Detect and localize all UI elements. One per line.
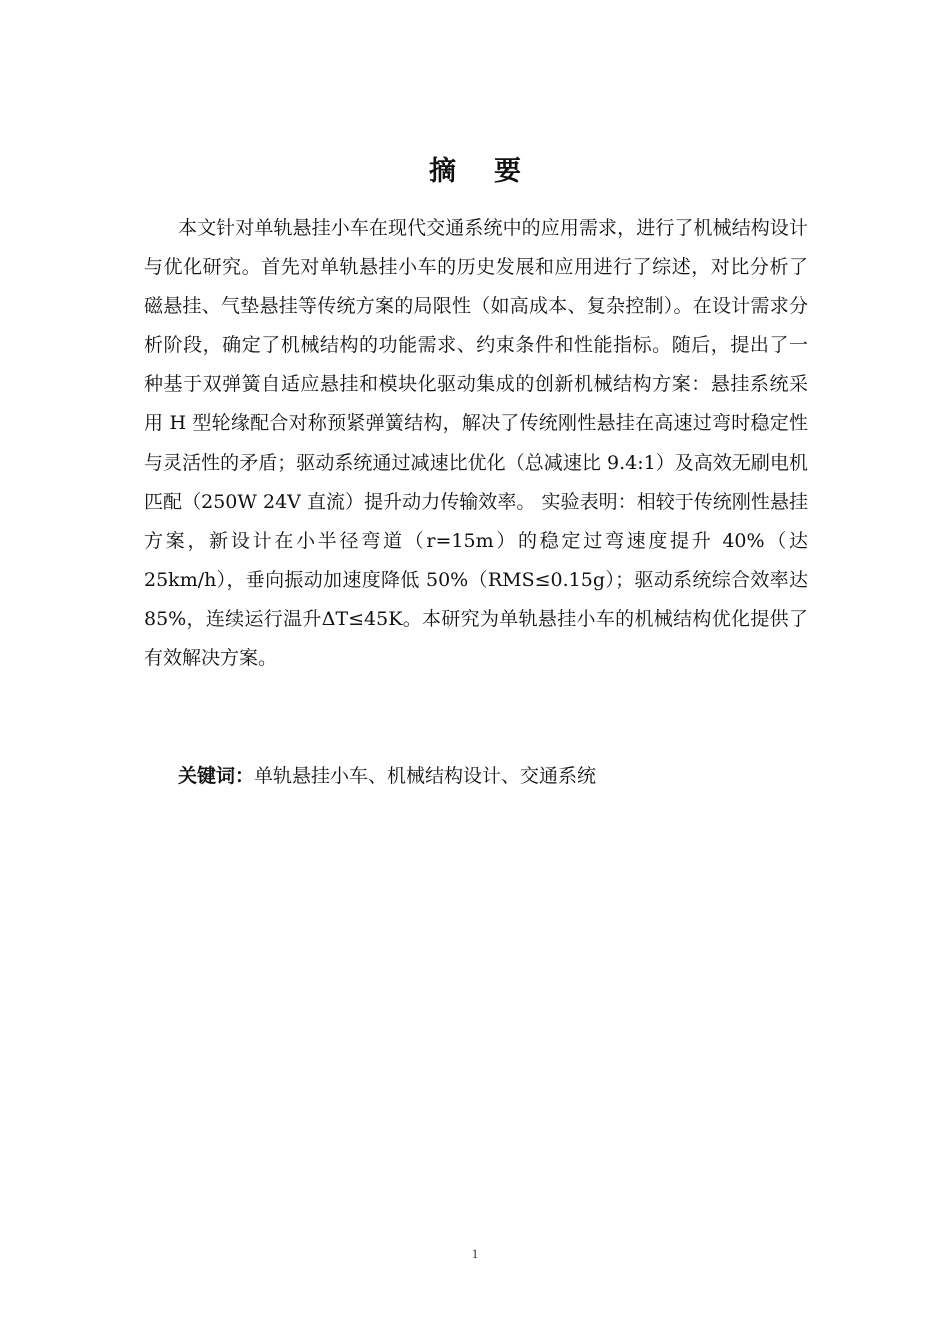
keywords-line: [178, 757, 808, 796]
abstract-paragraph: 本文针对单轨悬挂小车在现代交通系统中的应用需求，进行了机械结构设计与优化研究。首先对单轨悬挂小车的历史发展和应用进行了综述，对比分析了磁悬挂、气垫悬挂等传统方案的局限性（如高成本、复杂控制）。在设计需求分析阶段，确定了机械结构的功能需求、约束条件和性能指标。随后，提出了一种基于双弹簧自适应悬挂和模块化驱动集成的创新机械结构方案：悬挂系统采用 H 型轮缘配合对称预紧弹簧结构，解决了传统刚性悬挂在高速过弯时稳定性与灵活性的矛盾；驱动系统通过减速比优化（总减速比 9.4:1）及高效无刷电机匹配（250W 24V 直流）提升动力传输效率。 实验表明：相较于传统刚性悬挂方案，新设计在小半径弯道（r=15m）的稳定过弯速度提升 40%（达 25km/h），垂向振动加速度降低 50%（RMS≤0.15g）；驱动系统综合效率达 85%，连续运行温升ΔT≤45K。本研究为单轨悬挂小车的机械结构优化提供了有效解决方案。: [144, 217, 808, 670]
keywords-label: 关键词：: [178, 765, 255, 787]
abstract-title: 摘要: [429, 156, 559, 187]
keywords-text: 单轨悬挂小车、机械结构设计、交通系统: [254, 765, 597, 787]
page-number: 1: [471, 1246, 479, 1261]
